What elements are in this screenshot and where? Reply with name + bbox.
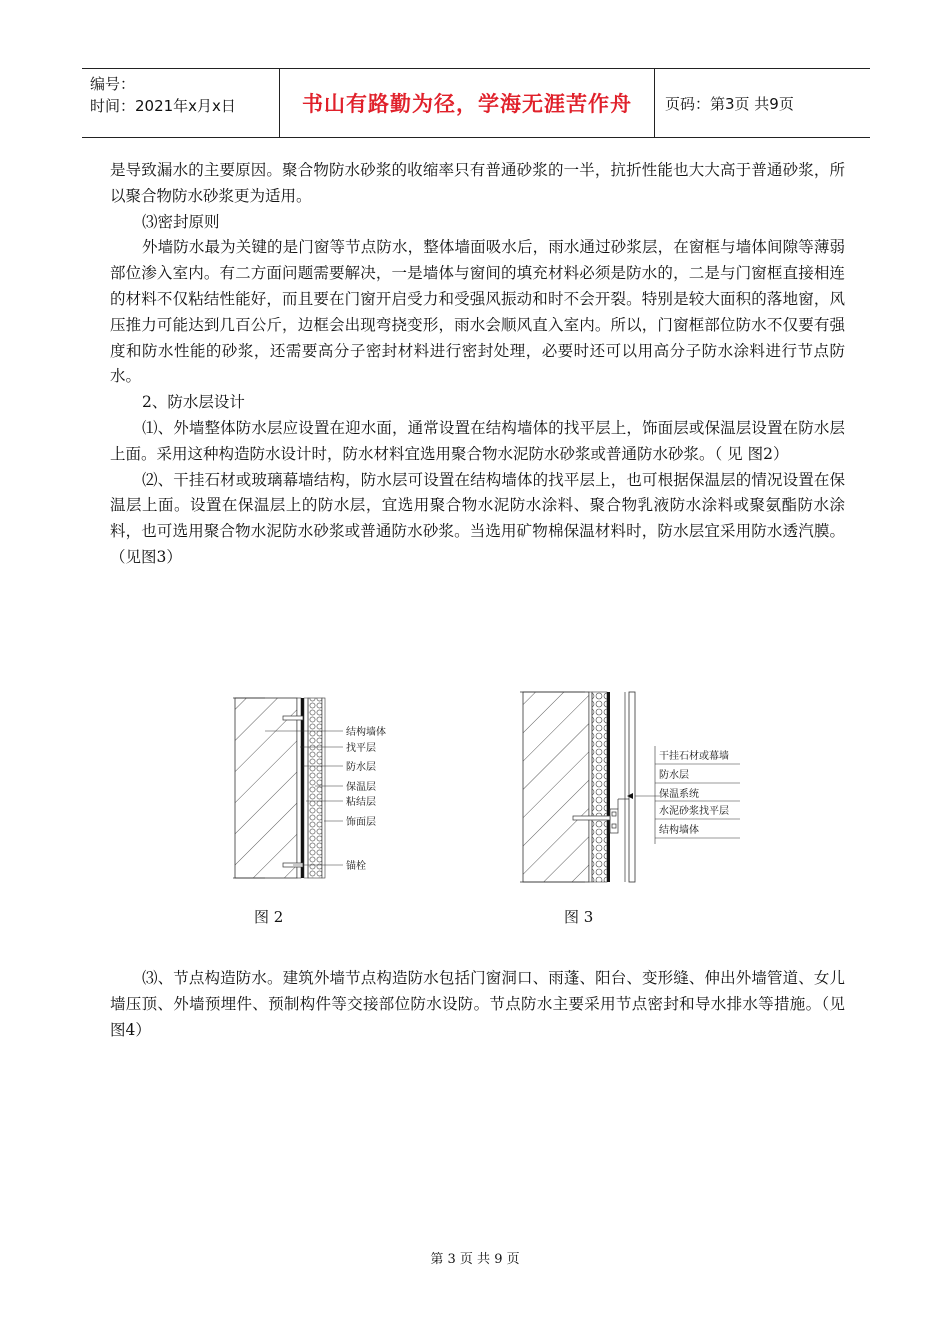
label-waterproof-layer: 防水层 [659, 770, 689, 781]
label-waterproof-layer: 防水层 [346, 762, 376, 773]
paragraph: ⑴、外墙整体防水层应设置在迎水面，通常设置在结构墙体的找平层上，饰面层或保温层设置在防水层上面。采用这种构造防水设计时，防水材料宜选用聚合物水泥防水砂浆或普通防水砂浆。（ 见 图2） [110, 418, 845, 463]
figure-3-wall-section [515, 684, 755, 890]
page-footer: 第 3 页 共 9 页 [430, 1252, 520, 1267]
waterproof-layer [607, 692, 610, 882]
label-finish-layer: 饰面层 [346, 817, 376, 828]
paragraph: 是导致漏水的主要原因。聚合物防水砂浆的收缩率只有普通砂浆的一半，抗折性能也大大高于普通砂浆，所以聚合物防水砂浆更为适用。 [110, 161, 845, 205]
body-section-2 [110, 966, 845, 1043]
document-date-label: 时间：2021年x月x日 [90, 97, 236, 115]
leveling-layer [297, 698, 301, 878]
label-mortar-leveling: 水泥砂浆找平层 [659, 806, 729, 817]
document-number-label: 编号： [90, 75, 136, 93]
figure-2-wall-section [225, 688, 405, 888]
header-page-label: 页码：第3页 共9页 [665, 94, 794, 113]
label-bonding-layer: 粘结层 [346, 797, 376, 808]
finish-layer [322, 698, 325, 878]
heading-seal-principle: ⑶密封原则 [142, 212, 220, 231]
insulation-layer [308, 698, 322, 878]
label-anchor-bolt: 锚栓 [346, 861, 366, 872]
label-leveling-layer: 找平层 [346, 743, 376, 754]
paragraph: 外墙防水最为关键的是门窗等节点防水，整体墙面吸水后，雨水通过砂浆层，在窗框与墙体间隙等薄弱部位渗入室内。有二方面问题需要解决，一是墙体与窗间的填充材料必须是防水的，二是与门窗框直接相连的材料不仅粘结性能好，而且要在门窗开启受力和受强风振动和时不会开裂。特别是较大面积的落地窗，风压推力可能达到几百公斤，边框会出现弯挠变形，雨水会顺风直入室内。所以，门窗框部位防水不仅要有强度和防水性能的砂浆，还需要高分子密封材料进行密封处理，必要时还可以用高分子防水涂料进行节点防水。 [110, 238, 845, 386]
label-structural-wall: 结构墙体 [659, 825, 699, 836]
waterproof-layer [301, 698, 304, 878]
header-info-cell [82, 69, 280, 137]
figure-2-caption: 图 2 [254, 908, 284, 926]
cladding-panel [629, 692, 635, 882]
label-structural-wall: 结构墙体 [346, 727, 386, 738]
label-cladding: 干挂石材或幕墙 [659, 751, 729, 762]
mortar-leveling-layer [589, 692, 592, 882]
bonding-layer [304, 698, 308, 878]
structural-wall-hatch [235, 698, 297, 878]
paragraph: ⑵、干挂石材或玻璃幕墙结构，防水层可设置在结构墙体的找平层上，也可根据保温层的情况设置在保温层上面。设置在保温层上的防水层，宜选用聚合物水泥防水涂料、聚合物乳液防水涂料或聚氨酯防水涂料，也可选用聚合物水泥防水砂浆或普通防水砂浆。当选用矿物棉保温材料时，防水层宜采用防水透汽膜。（见图3） [110, 470, 845, 566]
insulation-layer [592, 692, 607, 882]
figure-3-caption: 图 3 [564, 908, 594, 926]
page-header [82, 68, 870, 138]
anchor-bolt-top [283, 716, 303, 720]
header-motto: 书山有路勤为径，学海无涯苦作舟 [280, 69, 655, 137]
paragraph: ⑶、节点构造防水。建筑外墙节点构造防水包括门窗洞口、雨蓬、阳台、变形缝、伸出外墙管道、女儿墙压顶、外墙预埋件、预制构件等交接部位防水设防。节点防水主要采用节点密封和导水排水等措施。（见图4） [110, 969, 845, 1039]
heading-waterproof-design: 2、防水层设计 [142, 393, 245, 412]
label-insulation-system: 保温系统 [659, 789, 699, 800]
label-insulation-layer: 保温层 [346, 782, 376, 793]
structural-wall-hatch [523, 692, 589, 882]
body-section-1 [110, 158, 845, 571]
